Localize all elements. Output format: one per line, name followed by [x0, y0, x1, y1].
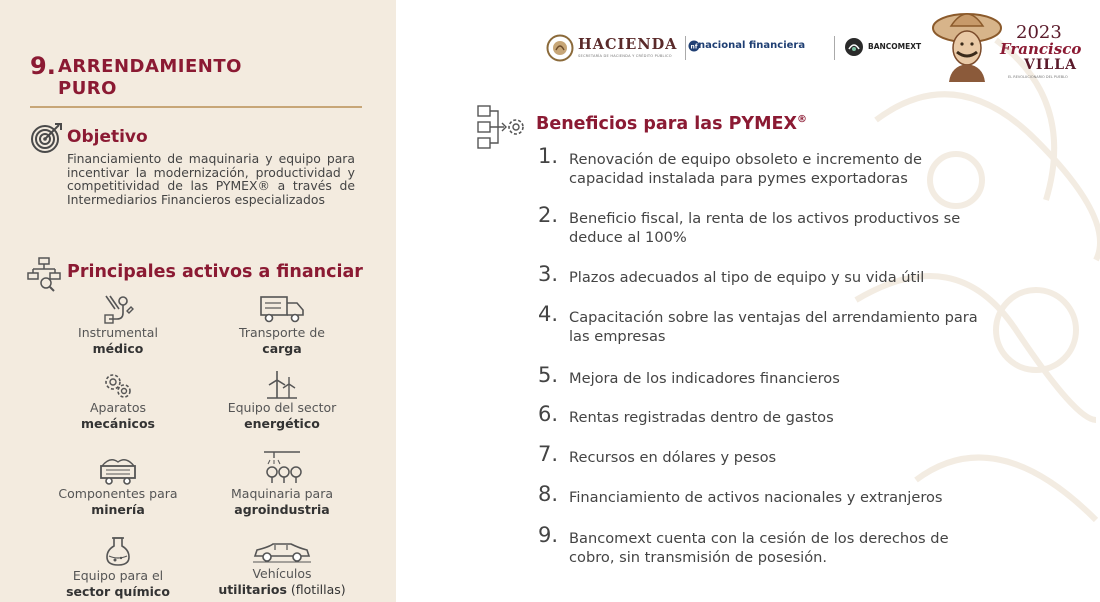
asset-vehiculos-utilitarios: [197, 536, 367, 598]
target-icon: [30, 121, 64, 155]
hacienda-seal-icon: [546, 34, 574, 62]
benefit-number: 1.: [538, 144, 559, 168]
benefit-text: Rentas registradas dentro de gastos: [569, 409, 834, 426]
benefit-number: 8.: [538, 482, 559, 506]
asset-instrumental-medico: [33, 293, 203, 357]
benefit-text: Mejora de los indicadores financieros: [569, 370, 840, 387]
asset-aparatos-mecanicos: [33, 370, 203, 432]
asset-line1: Maquinaria para: [231, 486, 333, 501]
benefit-number: 3.: [538, 262, 559, 286]
asset-mineria: [33, 452, 203, 518]
asset-line1: Componentes para: [58, 486, 178, 501]
year-name-line2: VILLA: [1024, 57, 1077, 73]
medical-instruments-icon: [101, 293, 135, 325]
section-title: [58, 56, 318, 100]
hacienda-subtitle: SECRETARÍA DE HACIENDA Y CRÉDITO PÚBLICO: [578, 54, 672, 58]
benefit-text: Plazos adecuados al tipo de equipo y su vida útil: [569, 269, 925, 286]
asset-line2: minería: [91, 502, 145, 517]
asset-transporte-carga: [197, 293, 367, 357]
benefit-text: Beneficio fiscal, la renta de los activos productivos se deduce al 100%: [569, 210, 961, 246]
objetivo-text: Financiamiento de maquinaria y equipo para incentivar la modernización, productividad y competitividad de las PYMEX® a través de Intermediarios Financieros especializados: [67, 151, 355, 207]
chemistry-flask-icon: [103, 536, 133, 568]
year-label: 2023: [1016, 22, 1062, 43]
asset-line1: Aparatos: [89, 400, 146, 415]
benefit-number: 4.: [538, 302, 559, 326]
asset-line1: Instrumental: [78, 325, 158, 340]
hierarchy-search-icon: [27, 256, 63, 292]
benefit-text: Bancomext cuenta con la cesión de los derechos de cobro, sin transmisión de posesión.: [569, 530, 949, 566]
gears-icon: [101, 370, 135, 400]
benefit-number: 5.: [538, 363, 559, 387]
mine-cart-icon: [98, 452, 138, 486]
activos-title: Principales activos a financiar: [67, 262, 363, 282]
benefit-number: 2.: [538, 203, 559, 227]
bancomext-logo-icon: [844, 37, 864, 57]
asset-line2: agroindustria: [234, 502, 330, 517]
benefit-number: 6.: [538, 402, 559, 426]
right-panel: [396, 0, 1100, 602]
hacienda-logo-text: HACIENDA: [578, 36, 678, 53]
section-divider: [30, 106, 362, 108]
logo-separator: [685, 36, 686, 60]
asset-line2: mecánicos: [81, 416, 155, 431]
wind-turbine-icon: [265, 370, 299, 400]
asset-line2: sector químico: [66, 584, 170, 599]
bancomext-logo-text: BANCOMEXT: [868, 42, 922, 51]
irrigation-trees-icon: [260, 448, 304, 486]
logo-separator: [834, 36, 835, 60]
benefit-text: Capacitación sobre las ventajas del arrendamiento para las empresas: [569, 309, 978, 345]
benefit-text: Recursos en dólares y pesos: [569, 449, 777, 466]
section-title-line1: ARRENDAMIENTO: [58, 56, 242, 77]
process-gear-icon: [476, 104, 528, 150]
benefit-text: Renovación de equipo obsoleto e incremento de capacidad instalada para pymes exportadoras: [569, 151, 923, 187]
asset-line1: Vehículos: [252, 566, 312, 581]
asset-line1: Equipo para el: [72, 568, 164, 583]
institution-logos: [544, 30, 924, 68]
background-pattern: [396, 0, 1100, 602]
asset-line1: Transporte de: [239, 325, 325, 340]
year-name-line1: Francisco: [1000, 40, 1082, 58]
asset-sector-quimico: [33, 536, 203, 600]
nafin-logo-text: nacional financiera: [698, 40, 806, 51]
asset-line2: carga: [262, 341, 302, 356]
section-title-line2: PURO: [58, 78, 117, 99]
objetivo-title: Objetivo: [67, 127, 148, 147]
asset-sector-energetico: [197, 370, 367, 432]
car-icon: [251, 536, 313, 566]
benefit-number: 9.: [538, 523, 559, 547]
section-number: 9.: [30, 52, 56, 80]
svg-text:nf: nf: [690, 43, 698, 51]
asset-line1: Equipo del sector: [227, 400, 337, 415]
left-panel: [0, 0, 396, 602]
benefit-number: 7.: [538, 442, 559, 466]
truck-icon: [259, 293, 305, 325]
asset-line2: energético: [244, 416, 320, 431]
beneficios-title: Beneficios para las PYMEX®: [536, 114, 807, 134]
asset-line2: utilitarios (flotillas): [218, 582, 346, 597]
asset-line2: médico: [92, 341, 144, 356]
francisco-villa-portrait-icon: [931, 6, 1003, 82]
benefit-text: Financiamiento de activos nacionales y extranjeros: [569, 489, 943, 506]
year-subtitle: EL REVOLUCIONARIO DEL PUEBLO: [1008, 75, 1068, 79]
asset-agroindustria: [197, 448, 367, 518]
